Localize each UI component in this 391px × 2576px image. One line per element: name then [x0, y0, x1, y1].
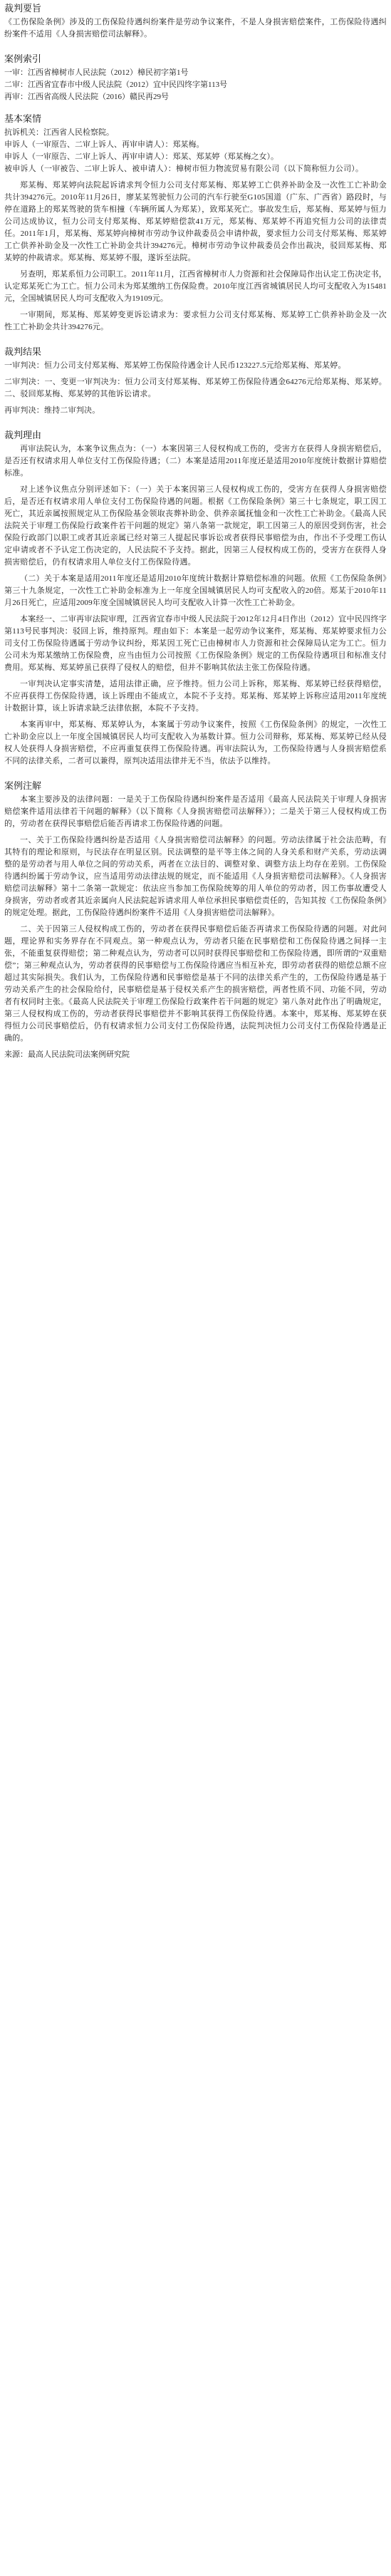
- source-line: 来源：最高人民法院司法案例研究院: [4, 1050, 130, 1059]
- judgment-line: 再审判决：维持二审判决。: [4, 406, 100, 415]
- judgment-section: [4, 346, 387, 417]
- reasoning-title: 裁判理由: [4, 430, 42, 440]
- commentary-paragraph: 本案主要涉及的法律问题：一是关于工伤保险待遇纠纷案件是否适用《最高人民法院关于审理人身损害赔偿案件适用法律若干问题的解释》（以下简称《人身损害赔偿司法解释》）；二是关于第三人侵权构成工伤的，劳动者在获得民事赔偿后能否再请求工伤保险待遇的问题。: [4, 795, 387, 828]
- case-index-title: 案例索引: [4, 53, 42, 64]
- reasoning-paragraph: （二）关于本案是适用2011年度还是适用2010年度统计数据计算赔偿标准的问题。依照《工伤保险条例》第三十九条规定，一次性工亡补助金标准为上一年度全国城镇居民人均可支配收入的20倍。郑某于2010年11月26日死亡，应适用2009年度全国城镇居民人均可支配收入计算一次性工亡补助金。: [4, 574, 387, 607]
- party-line: 申诉人（一审原告、二审上诉人、再审申请人）：郑某梅。: [4, 140, 204, 149]
- case-index-line: 再审：江西省高级人民法院（2016）赣民再29号: [4, 93, 169, 101]
- case-index-line: 一审：江西省樟树市人民法院（2012）樟民初字第1号: [4, 68, 189, 77]
- commentary-section: [4, 780, 387, 1045]
- facts-paragraph: 一审期间，郑某梅、郑某婷变更诉讼请求为：要求恒力公司支付郑某梅、郑某婷工亡供养补助金及一次性工亡补助金共计394276元。: [4, 311, 387, 331]
- reasoning-paragraph: 再审法院认为，本案争议焦点为：（一）本案因第三人侵权构成工伤的，受害方在获得人身损害赔偿后，是否还有权请求用人单位支付工伤保险待遇；（二）本案是适用2011年度还是适用2010年度统计数据计算赔偿标准。: [4, 445, 387, 477]
- summary-text: 《工伤保险条例》涉及的工伤保险待遇纠纷案件是劳动争议案件，不是人身损害赔偿案件，工伤保险待遇纠纷案件不适用《人身损害赔偿司法解释》。: [4, 18, 387, 38]
- judgment-line: 一审判决：恒力公司支付郑某梅、郑某婷工伤保险待遇金计人民币123227.5元给郑某梅、郑某婷。: [4, 361, 346, 370]
- summary-section: [4, 2, 387, 41]
- case-index-line: 二审：江西省宜春市中级人民法院（2012）宜中民四终字第113号: [4, 81, 228, 89]
- party-line: 被申诉人（一审被告、二审上诉人、被申请人）：樟树市恒力物流贸易有限公司（以下简称恒力公司）。: [4, 165, 364, 173]
- second-instance-paragraph: 本案经一、二审再审法院审理，江西省宜春市中级人民法院于2012年12月4日作出（2012）宜中民四终字第113号民事判决：驳回上诉，维持原判。理由如下：本案是一起劳动争议案件，郑某梅、郑某婷要求恒力公司支付工伤保险待遇属于劳动争议纠纷，郑某因工死亡已由樟树市人力资源和社会保障局认定为工亡。恒力公司未为郑某缴纳工伤保险费，应当由恒力公司按照《工伤保险条例》规定的工伤保险待遇项目和标准支付费用。郑某梅、郑某婷虽已获得了侵权人的赔偿，但并不影响其依法主张工伤保险待遇。: [4, 615, 387, 672]
- second-instance-paragraph: 本案再审中，郑某梅、郑某婷认为，本案属于劳动争议案件，按照《工伤保险条例》的规定，一次性工亡补助金应以上一年度全国城镇居民人均可支配收入为基数计算。恒力公司辩称，郑某梅、郑某婷已经从侵权人处获得人身损害赔偿，不应再重复获得工伤保险待遇。再审法院认为，工伤保险待遇与人身损害赔偿系不同的法律关系，二者可以兼得，原判决适用法律并无不当，依法予以维持。: [4, 720, 387, 765]
- judgment-line: 二审判决：一、变更一审判决为：恒力公司支付郑某梅、郑某婷工伤保险待遇金64276元给郑某梅、郑某婷。二、驳回郑某梅、郑某婷的其他诉讼请求。: [4, 378, 387, 398]
- commentary-paragraph: 二、关于因第三人侵权构成工伤的，劳动者在获得民事赔偿后能否再请求工伤保险待遇的问题。对此问题，理论界和实务界存在不同观点。第一种观点认为，劳动者只能在民事赔偿和工伤保险待遇之间择一主张，不能重复获得赔偿；第二种观点认为，劳动者可以同时获得民事赔偿和工伤保险待遇，即所谓的“双重赔偿”；第三种观点认为，劳动者获得的民事赔偿与工伤保险待遇应当相互补充，即劳动者获得的赔偿总额不应超过其实际损失。我们认为，工伤保险待遇和民事赔偿是基于不同的法律关系产生的，工伤保险待遇是基于劳动关系产生的社会保险给付，民事赔偿是基于侵权关系产生的损害赔偿，两者性质不同、功能不同，劳动者有权同时主张。《最高人民法院关于审理工伤保险行政案件若干问题的规定》第八条对此作出了明确规定，第三人侵权构成工伤的，劳动者获得民事赔偿并不影响其获得工伤保险待遇。本案中，郑某梅、郑某婷在获得恒力公司民事赔偿后，仍有权请求恒力公司支付工伤保险待遇，法院判决恒力公司支付工伤保险待遇是正确的。: [4, 925, 387, 1043]
- basic-facts-title: 基本案情: [4, 113, 42, 124]
- case-article: [0, 0, 391, 1065]
- summary-title: 裁判要旨: [4, 3, 42, 14]
- commentary-title: 案例注解: [4, 780, 42, 791]
- reasoning-section: [4, 429, 387, 609]
- party-line: 抗诉机关：江西省人民检察院。: [4, 128, 114, 137]
- judgment-title: 裁判结果: [4, 346, 42, 357]
- case-index-section: [4, 53, 387, 103]
- basic-facts-section: [4, 113, 387, 333]
- second-instance-paragraph: 一审判决认定事实清楚，适用法律正确，应予维持。恒力公司上诉称，郑某梅、郑某婷已经获得赔偿，不应再获得工伤保险待遇，该上诉理由不能成立，本院不予支持。郑某梅、郑某婷上诉称应适用2011年度统计数据计算，该上诉请求缺乏法律依据，本院不予支持。: [4, 680, 387, 713]
- facts-paragraph: 郑某梅、郑某婷向法院起诉请求判令恒力公司支付郑某梅、郑某婷工亡供养补助金及一次性工亡补助金共计394276元。2010年11月26日，廖某某驾驶恒力公司的汽车行驶至G105国道（广东、广西省）路段时，与停在道路上的郑某驾驶的货车相撞（车辆所属人为郑某），致郑某死亡。事故发生后，郑某梅、郑某婷与恒力公司达成协议，恒力公司支付郑某梅、郑某婷赔偿款41万元，郑某梅、郑某婷不再追究恒力公司的法律责任。2011年1月，郑某梅、郑某婷向樟树市劳动争议仲裁委员会申请仲裁，要求恒力公司支付郑某梅、郑某婷工亡供养补助金及一次性工亡补助金共计394276元。樟树市劳动争议仲裁委员会作出裁决，驳回郑某梅、郑某婷的仲裁请求。郑某梅、郑某婷不服，遂诉至法院。: [4, 181, 387, 262]
- party-line: 申诉人（一审原告、二审上诉人、再审申请人）：郑某、郑某婷（郑某梅之女）。: [4, 152, 278, 161]
- second-instance-section: [4, 614, 387, 767]
- facts-paragraph: 另查明，郑某系恒力公司职工。2011年11月，江西省樟树市人力资源和社会保障局作出认定工伤决定书，认定郑某死亡为工亡。恒力公司未为郑某缴纳工伤保险费。2010年度江西省城镇居民人均可支配收入为15481元，全国城镇居民人均可支配收入为19109元。: [4, 270, 387, 303]
- reasoning-paragraph: 对上述争议焦点分别评述如下：（一）关于本案因第三人侵权构成工伤的，受害方在获得人身损害赔偿后，是否还有权请求用人单位支付工伤保险待遇的问题。根据《工伤保险条例》第三十七条规定，职工因工死亡，其近亲属按照规定从工伤保险基金领取丧葬补助金、供养亲属抚恤金和一次性工亡补助金。《最高人民法院关于审理工伤保险行政案件若干问题的规定》第八条第一款规定，职工因第三人的原因受到伤害，社会保险行政部门以职工或者其近亲属已经对第三人提起民事诉讼或者获得民事赔偿为由，作出不予受理工伤认定申请或者不予认定工伤决定的，人民法院不予支持。据此，因第三人侵权构成工伤的，受害方在获得人身损害赔偿后，仍有权请求用人单位支付工伤保险待遇。: [4, 485, 387, 567]
- commentary-paragraph: 一、关于工伤保险待遇纠纷是否适用《人身损害赔偿司法解释》的问题。劳动法律属于社会法范畴，有其特有的理论和原则，与民法存在明显区别。民法调整的是平等主体之间的人身关系和财产关系，劳动法调整的是劳动者与用人单位之间的劳动关系，两者在立法目的、调整对象、调整方法上均存在差别。工伤保险待遇纠纷属于劳动争议，应当适用劳动法律法规的规定，而不能适用《人身损害赔偿司法解释》。《人身损害赔偿司法解释》第十二条第一款规定：依法应当参加工伤保险统筹的用人单位的劳动者，因工伤事故遭受人身损害，劳动者或者其近亲属向人民法院起诉请求用人单位承担民事赔偿责任的，告知其按《工伤保险条例》的规定处理。据此，工伤保险待遇纠纷案件不适用《人身损害赔偿司法解释》。: [4, 836, 387, 917]
